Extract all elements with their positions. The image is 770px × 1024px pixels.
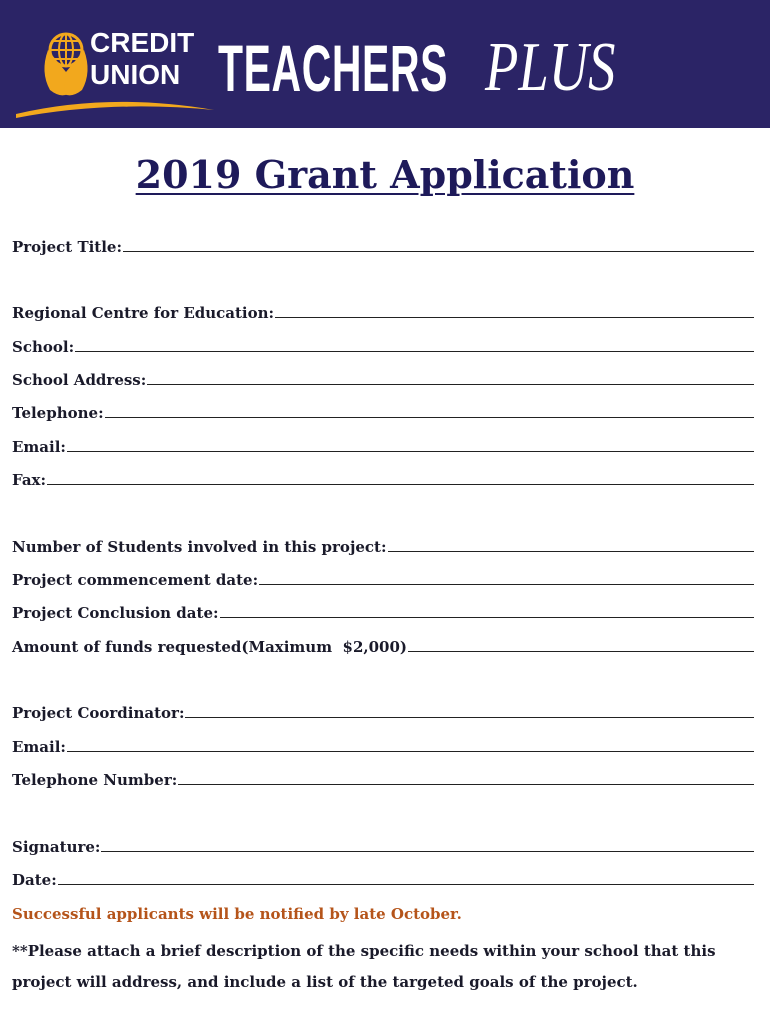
field-project-title[interactable] <box>12 232 754 256</box>
field-line[interactable] <box>123 250 754 252</box>
field-label: Email: <box>12 738 66 756</box>
field-label: Project Title: <box>12 238 123 256</box>
field-fax[interactable] <box>12 465 754 489</box>
brand-wordmark <box>218 28 616 108</box>
page-title: 2019 Grant Application <box>135 152 635 197</box>
field-label: Telephone Number: <box>12 771 178 789</box>
field-line[interactable] <box>185 716 754 718</box>
field-label: School Address: <box>12 371 147 389</box>
field-label: Regional Centre for Education: <box>12 304 275 322</box>
logo-text-credit: CREDIT <box>90 27 195 58</box>
field-label: Fax: <box>12 471 47 489</box>
field-label: Number of Students involved in this project: <box>12 538 387 556</box>
field-line[interactable] <box>105 416 754 418</box>
field-label: Amount of funds requested(Maximum $2,000) <box>12 638 408 656</box>
field-project-coordinator[interactable] <box>12 698 754 722</box>
field-label: Date: <box>12 871 57 889</box>
field-line[interactable] <box>259 583 754 585</box>
field-label: Project Conclusion date: <box>12 604 219 622</box>
field-line[interactable] <box>58 883 754 885</box>
field-line[interactable] <box>75 350 754 352</box>
notification-notice: Successful applicants will be notified by late October. <box>12 905 462 923</box>
field-school-address[interactable] <box>12 365 754 389</box>
field-signature[interactable] <box>12 832 754 856</box>
field-label: Project Coordinator: <box>12 704 185 722</box>
field-label: Signature: <box>12 838 101 856</box>
field-label: Email: <box>12 438 66 456</box>
field-conclusion-date[interactable] <box>12 598 754 622</box>
field-label: Project commencement date: <box>12 571 259 589</box>
field-number-of-students[interactable] <box>12 532 754 556</box>
field-date[interactable] <box>12 865 754 889</box>
attachment-instructions: **Please attach a brief description of the specific needs within your school that this project will address, and include a list of the targeted goals of the project. <box>12 942 716 991</box>
field-line[interactable] <box>220 616 754 618</box>
field-line[interactable] <box>67 750 754 752</box>
field-line[interactable] <box>388 550 754 552</box>
field-commencement-date[interactable] <box>12 565 754 589</box>
header-banner <box>0 0 770 128</box>
field-label: Telephone: <box>12 404 104 422</box>
credit-union-logo <box>10 10 220 120</box>
field-school[interactable] <box>12 332 754 356</box>
field-line[interactable] <box>47 483 754 485</box>
field-regional-centre[interactable] <box>12 298 754 322</box>
field-email[interactable] <box>12 432 754 456</box>
field-line[interactable] <box>408 650 754 652</box>
field-line[interactable] <box>147 383 754 385</box>
field-label: School: <box>12 338 75 356</box>
field-funds-requested[interactable] <box>12 632 754 656</box>
field-line[interactable] <box>67 450 754 452</box>
brand-main: TEACHERS <box>218 31 449 105</box>
field-line[interactable] <box>178 783 754 785</box>
field-line[interactable] <box>275 316 754 318</box>
brand-plus: PLUS <box>485 29 616 106</box>
field-telephone[interactable] <box>12 398 754 422</box>
field-coordinator-email[interactable] <box>12 732 754 756</box>
logo-text-union: UNION <box>90 59 181 90</box>
field-telephone-number[interactable] <box>12 765 754 789</box>
field-line[interactable] <box>101 850 754 852</box>
